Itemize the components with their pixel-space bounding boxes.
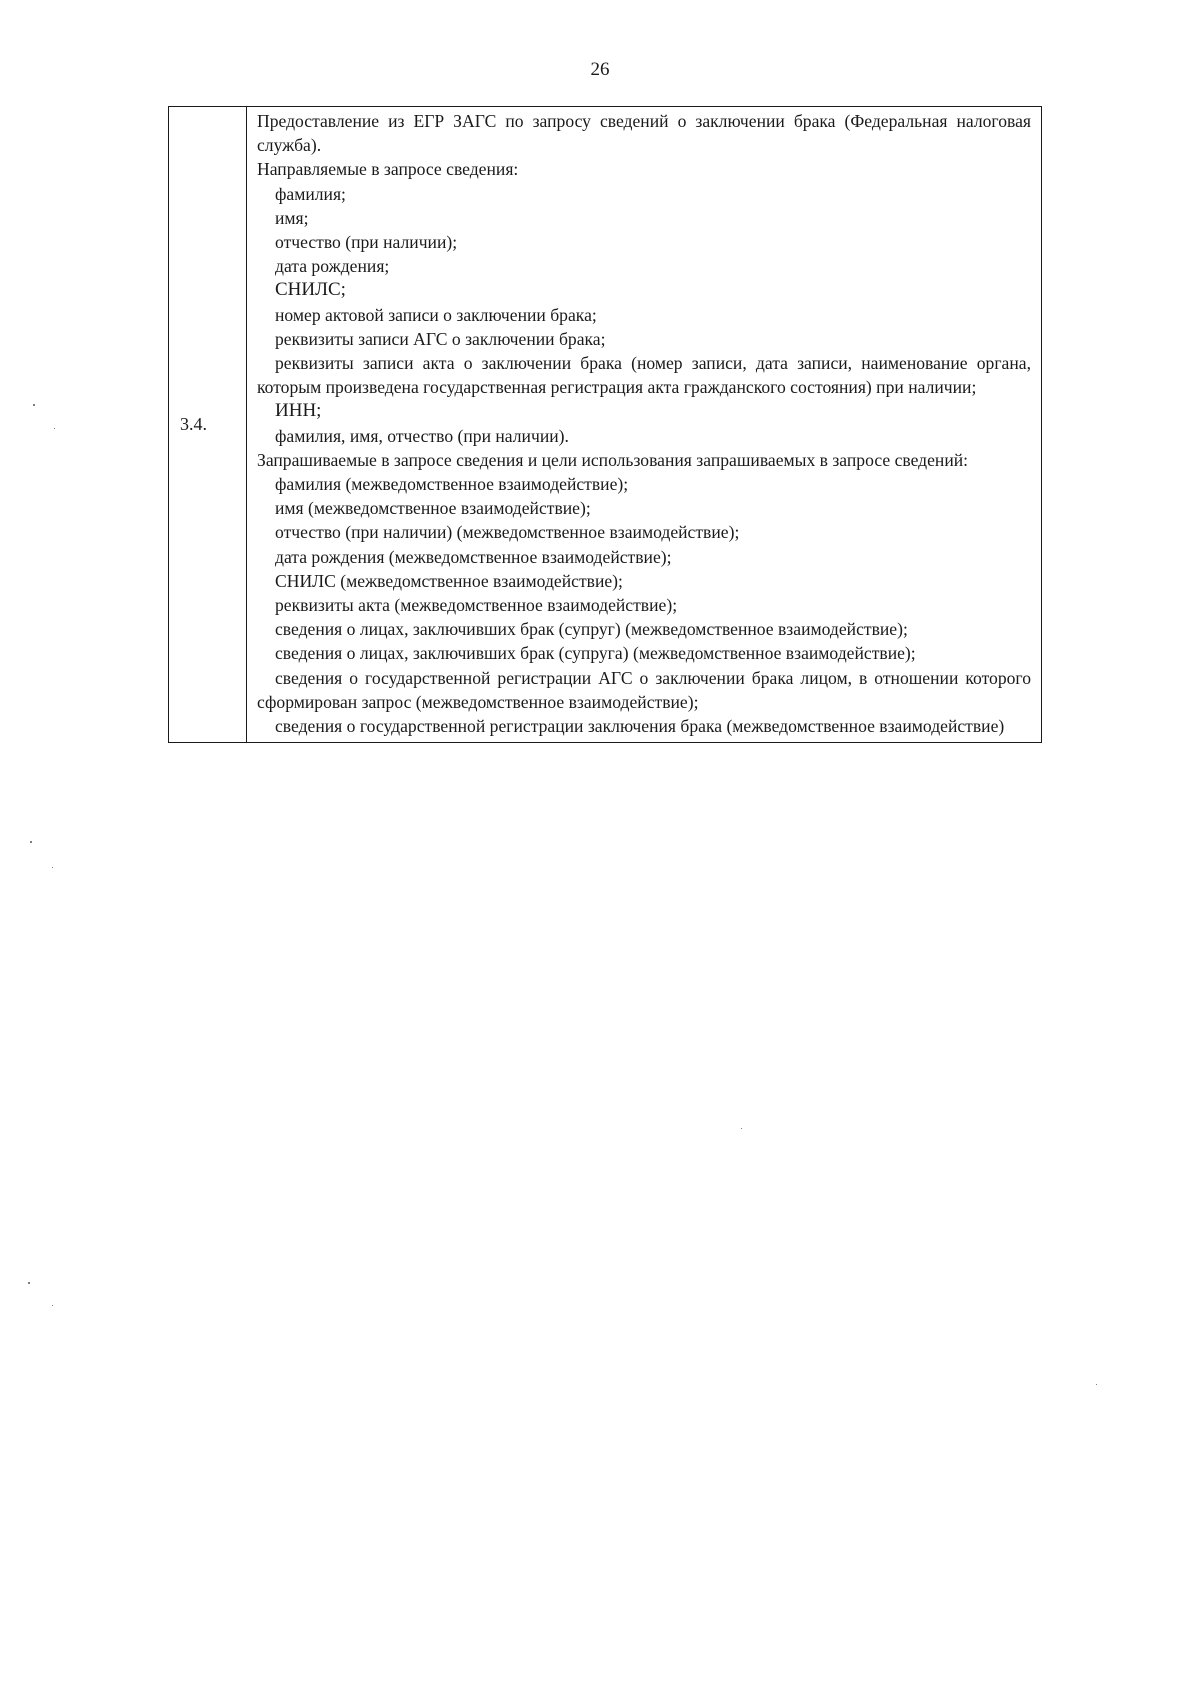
sent-item: номер актовой записи о заключении брака; <box>275 304 597 325</box>
row-number-cell <box>169 107 247 742</box>
sent-item: СНИЛС; <box>275 279 346 301</box>
scan-speck <box>741 1128 742 1129</box>
requested-item: сведения о лицах, заключивших брак (супруг) (межведомственное взаимодействие); <box>275 619 908 640</box>
page-number: 26 <box>590 59 610 80</box>
sent-item: фамилия, имя, отчество (при наличии). <box>275 425 569 446</box>
document-table <box>168 106 1042 743</box>
requested-item: реквизиты акта (межведомственное взаимодействие); <box>275 595 678 616</box>
sent-item: дата рождения; <box>275 256 390 277</box>
sent-item: отчество (при наличии); <box>275 232 458 253</box>
requested-item: отчество (при наличии) (межведомственное взаимодействие); <box>275 522 740 543</box>
intro-text: Предоставление из ЕГР ЗАГС по запросу сведений о заключении брака (Федеральная налоговая служба). <box>257 111 1031 156</box>
sent-item: ИНН; <box>275 400 322 422</box>
scan-speck <box>54 428 55 429</box>
row-number: 3.4. <box>180 414 207 435</box>
table-row <box>169 107 1041 742</box>
scan-speck <box>52 1305 53 1306</box>
sent-item: фамилия; <box>275 183 346 204</box>
requested-item: СНИЛС (межведомственное взаимодействие); <box>275 570 623 591</box>
requested-item: фамилия (межведомственное взаимодействие); <box>275 474 629 495</box>
sent-item: имя; <box>275 207 309 228</box>
requested-item: сведения о лицах, заключивших брак (супруга) (межведомственное взаимодействие); <box>275 643 916 664</box>
sent-item: реквизиты записи АГС о заключении брака; <box>275 328 606 349</box>
scan-speck <box>33 404 35 406</box>
row-content-cell <box>247 107 1041 742</box>
sent-heading: Направляемые в запросе сведения: <box>257 159 519 180</box>
requested-item: сведения о государственной регистрации заключения брака (межведомственное взаимодействие) <box>275 716 1005 737</box>
requested-item: сведения о государственной регистрации АГС о заключении брака лицом, в отношении которого сформирован запрос (межведомственное взаимодействие); <box>257 667 1031 712</box>
scan-speck <box>52 867 53 868</box>
scan-speck <box>30 841 32 843</box>
scan-speck <box>28 1282 30 1284</box>
requested-heading: Запрашиваемые в запросе сведения и цели использования запрашиваемых в запросе сведений: <box>257 449 969 470</box>
sent-item: реквизиты записи акта о заключении брака (номер записи, дата записи, наименование органа, которым произведена государственная регистрация акта гражданского состояния) при наличии; <box>257 353 1031 398</box>
requested-item: дата рождения (межведомственное взаимодействие); <box>275 546 672 567</box>
requested-item: имя (межведомственное взаимодействие); <box>275 498 591 519</box>
scan-speck <box>1096 1384 1097 1385</box>
